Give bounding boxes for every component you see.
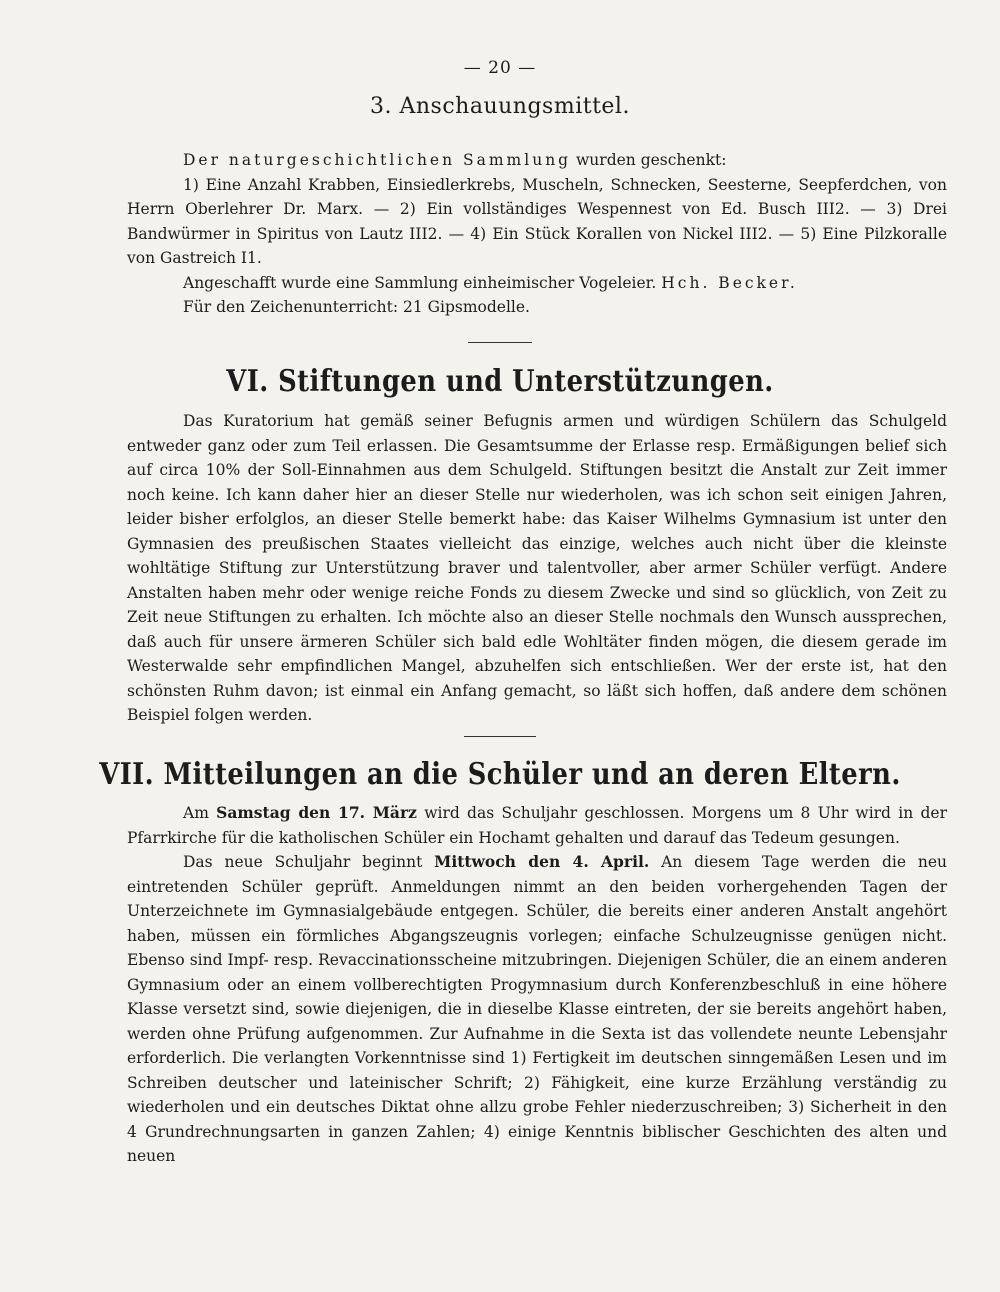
new-year-text-rest: An diesem Tage werden die neu eintretenden Schüler geprüft. Anmeldungen nimmt an den beiden vorhergehenden Tagen der Unterzeichnete im Gymnasialgebäude entgegen. Schüler, die bereits einer anderen Anstalt angehört haben, müssen ein förmliches Abgangszeugnis vorlegen; einfache Schulzeugnisse genügen nicht. Ebenso sind Impf- resp. Revaccinationsscheine mitzubringen. Diejenigen Schüler, die an einem anderen Gymnasium oder an einem vollberechtigten Progymnasium durch Konferenzbeschluß in eine höhere Klasse versetzt sind, sowie diejenigen, die in dieselbe Klasse eintreten, der sie bereits angehört haben, werden ohne Prüfung aufgenommen. Zur Aufnahme in die Sexta ist das vollendete neunte Lebensjahr erforderlich. Die verlangten Vorkenntnisse sind 1) Fertigkeit im deutschen sinngemäßen Lesen und im Schreiben deutscher und lateinischer Schrift; 2) Fähigkeit, eine kurze Erzählung verständig zu wiederholen und ein deutsches Diktat ohne allzu grobe Fehler niederzuschreiben; 3) Sicherheit in den 4 Grundrechnungsarten in ganzen Zahlen; 4) einige Kenntnis biblischer Geschichten des alten und neuen [127,853,947,1165]
closing-text-rest: wird das Schuljahr geschlossen. Morgens um 8 Uhr wird in der Pfarrkirche für die katholischen Schüler ein Hochamt gehalten und darauf das Tedeum gesungen. [127,804,947,847]
section-7-title: VII. Mitteilungen an die Schüler und an deren Eltern. [99,757,901,792]
new-year-paragraph [127,850,947,1169]
new-year-date: Mittwoch den 4. April. [434,852,650,871]
purchase-text: Angeschafft wurde eine Sammlung einheimischer Vogeleier. [183,273,657,292]
section-3-title: 3. Anschauungsmittel. [370,94,630,119]
section-6-title: VI. Stiftungen und Unterstützungen. [226,364,774,399]
purchase-paragraph [127,271,947,296]
closing-text-start: Am [183,804,217,822]
foundations-paragraph: Das Kuratorium hat gemäß seiner Befugnis armen und würdigen Schülern das Schulgeld entweder ganz oder zum Teil erlassen. Die Gesamtsumme der Erlasse resp. Ermäßigungen belief sich auf circa 10% der Soll-Einnahmen aus dem Schulgeld. Stiftungen besitzt die Anstalt zur Zeit immer noch keine. Ich kann daher hier an dieser Stelle nur wiederholen, was ich schon seit einigen Jahren, leider bisher erfolglos, an dieser Stelle bemerkt habe: das Kaiser Wilhelms Gymnasium ist unter den Gymnasien des preußischen Staates vielleicht das einzige, welches auch nicht über die kleinste wohltätige Stiftung zur Unterstützung braver und talentvoller, aber armer Schüler verfügt. Andere Anstalten haben mehr oder wenige reiche Fonds zu diesem Zwecke und sind so glücklich, von Zeit zu Zeit neue Stiftungen zu erhalten. Ich möchte also an dieser Stelle nochmals den Wunsch aussprechen, daß auch für unsere ärmeren Schüler sich bald edle Wohltäter finden mögen, die diesem gerade im Westerwalde sehr empfindlichen Mangel, abzuhelfen sich entschließen. Wer der erste ist, hat den schönsten Ruhm davon; ist einmal ein Anfang gemacht, so läßt sich hoffen, daß andere dem schönen Beispiel folgen werden. [127,412,947,724]
purchase-signature: Hch. Becker. [661,273,798,292]
section-7-body [127,801,947,1169]
closing-paragraph [127,801,947,850]
divider-1 [468,342,532,343]
divider-2 [464,736,536,737]
section-3-body [127,148,947,320]
collection-spaced-text: Der naturgeschichtlichen Sammlung [183,151,572,169]
collection-intro-rest: wurden geschenkt: [571,151,727,169]
closing-date: Samstag den 17. März [216,803,417,822]
section-6-body [127,409,947,728]
page-number: — 20 — [463,58,537,78]
new-year-text-start: Das neue Schuljahr beginnt [183,853,435,871]
drawing-paragraph: Für den Zeichenunterricht: 21 Gipsmodelle. [183,298,530,316]
collection-paragraph [127,148,947,173]
gifts-list: 1) Eine Anzahl Krabben, Einsiedlerkrebs, Muscheln, Schnecken, Seesterne, Seepferdchen, von Herrn Oberlehrer Dr. Marx. — 2) Ein vollständiges Wespennest von Ed. Busch III2. — 3) Drei Bandwürmer in Spiritus von Lautz III2. — 4) Ein Stück Korallen von Nickel III2. — 5) Eine Pilzkoralle von Gastreich I1. [127,175,947,267]
